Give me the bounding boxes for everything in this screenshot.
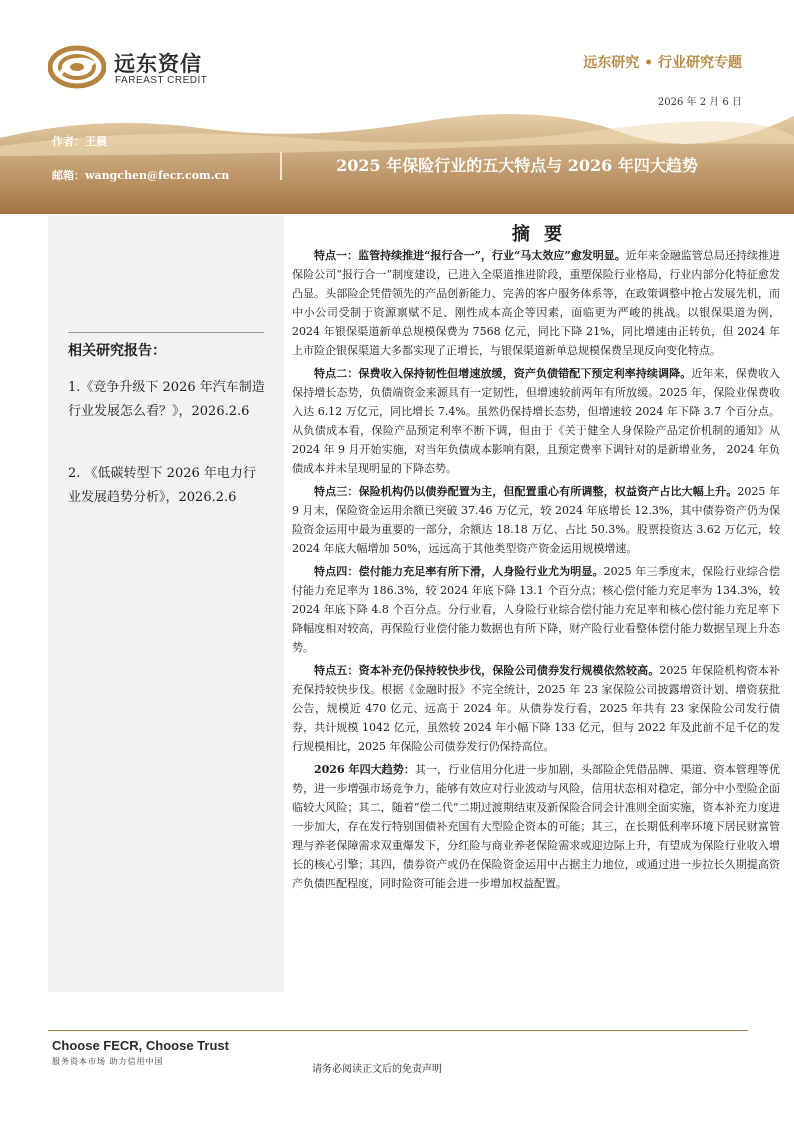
summary-paragraph bbox=[292, 364, 780, 478]
related-report-item[interactable]: 2. 《低碳转型下 2026 年电力行业发展趋势分析》，2026.2.6 bbox=[68, 466, 256, 505]
author-name: 作者：王晨 bbox=[52, 135, 107, 148]
related-report-item[interactable]: 1.《竞争升级下 2026 年汽车制造行业发展怎么看？》，2026.2.6 bbox=[68, 380, 265, 419]
footer-brand-slogan: Choose FECR, Choose Trust bbox=[52, 1038, 229, 1053]
report-series: 远东研究 • 行业研究专题 bbox=[583, 55, 742, 71]
paragraph-lead: 特点二：保费收入保持韧性但增速放缓，资产负债错配下预定利率持续调降。 bbox=[314, 367, 692, 380]
paragraph-text: 2025 年保险机构资本补充保持较快步伐。根据《金融时报》不完全统计，2025 年 23 家保险公司披露增资计划、增资获批公告，规模近 470 亿元、远高于 2024 年。从债券发行看，2025 年共有 23 家保险公司发行债券，共计规模 1042 亿元，虽然较 2024 年小幅下降 133 亿元，但与 2022 年及此前不足千亿的发行规模相比，2025 年保险公司债券发行仍保持高位。 bbox=[292, 664, 780, 753]
logo-english-name: FAREAST CREDIT bbox=[115, 75, 208, 86]
paragraph-text: 2025 年三季度末，保险行业综合偿付能力充足率为 186.3%，较 2024 年底下降 13.1 个百分点；核心偿付能力充足率为 134.3%，较 2024 年底下降 4.8 个百分点。分行业看，人身险行业综合偿付能力充足率和核心偿付能力充足率下降幅度相对较高，再保险行业偿付能力数据也有所下降，财产险行业看整体偿付能力数据呈现上升态势。 bbox=[292, 565, 780, 654]
paragraph-lead: 特点五：资本补充仍保持较快步伐，保险公司债券发行规模依然较高。 bbox=[314, 664, 660, 677]
paragraph-text: 近年来，保费收入保持增长态势，负债端资金来源具有一定韧性，但增速较前两年有所放缓。2025 年，保险业保费收入达 6.12 万亿元，同比增长 7.4%。虽然仍保持增长态势，但增速较 2024 年下降 3.7 个百分点。从负债成本看，保险产品预定利率不断下调，但由于《关于健全人身保险产品定价机制的通知》从 2024 年 9 月开始实施，对当年负债成本影响有限，且预定费率下调针对的是新增业务， 2024 年负债成本并未呈现明显的下降态势。 bbox=[292, 367, 781, 475]
summary-paragraph bbox=[292, 661, 780, 756]
summary-paragraph bbox=[292, 562, 780, 657]
company-logo bbox=[48, 44, 208, 92]
footer-divider bbox=[48, 1030, 748, 1031]
logo-chinese-name: 远东资信 bbox=[114, 52, 202, 76]
paragraph-text: 其一，行业信用分化进一步加剧，头部险企凭借品牌、渠道、资本管理等优势，进一步增强市场竞争力，能够有效应对行业波动与风险，信用状态相对稳定，部分中小型险企面临较大风险；其二，随着“偿二代”二期过渡期结束及新保险合同会计准则全面实施，资本补充力度进一步加大，存在发行特别国债补充国有大型险企资本的可能；其三，在长期低利率环境下居民财富管理与养老保障需求双重爆发下，分红险与商业养老保险需求或迎边际上升，有望成为保险行业收入增长的核心引擎；其四，债券资产或仍在保险资金运用中占据主力地位，或通过进一步拉长久期提高资产负债匹配程度，同时险资可能会进一步增加权益配置。 bbox=[292, 763, 780, 890]
author-email[interactable]: 邮箱：wangchen@fecr.com.cn bbox=[52, 169, 230, 182]
summary-paragraph bbox=[292, 482, 780, 558]
summary-body bbox=[292, 246, 780, 897]
paragraph-text: 近年来金融监管总局还持续推进保险公司“报行合一”制度建设，已进入全渠道推进阶段，重塑保险行业格局，行业内部分化特征愈发凸显。头部险企凭借领先的产品创新能力、完善的客户服务体系等，在政策调整中抢占发展先机，而中小公司受制于资源禀赋不足、刚性成本高企等因素，面临更为严峻的挑战。以银保渠道为例，2024 年银保渠道新单总规模保费为 7568 亿元，同比下降 21%，同比增速由正转负，但 2024 年上市险企银保渠道大多都实现了正增长，与银保渠道新单总规模保费呈现反向变化特点。 bbox=[292, 249, 781, 357]
paragraph-lead: 2026 年四大趋势： bbox=[314, 763, 415, 776]
sidebar-title: 相关研究报告： bbox=[68, 343, 166, 359]
paragraph-lead: 特点三：保险机构仍以债券配置为主，但配置重心有所调整，权益资产占比大幅上升。 bbox=[314, 485, 738, 498]
logo-emblem-icon bbox=[48, 44, 106, 90]
disclaimer-note: 请务必阅读正文后的免责声明 bbox=[312, 1064, 442, 1075]
summary-heading: 摘 要 bbox=[511, 224, 567, 245]
footer-sub-slogan: 服务资本市场 助力信用中国 bbox=[52, 1057, 164, 1066]
paragraph-lead: 特点四：偿付能力充足率有所下滑，人身险行业尤为明显。 bbox=[314, 565, 604, 578]
report-title: 2025 年保险行业的五大特点与 2026 年四大趋势 bbox=[336, 156, 698, 175]
related-reports-sidebar bbox=[48, 216, 284, 992]
summary-paragraph bbox=[292, 246, 780, 360]
summary-paragraph bbox=[292, 760, 780, 893]
report-date: 2026 年 2 月 6 日 bbox=[657, 97, 742, 108]
paragraph-lead: 特点一：监管持续推进“报行合一”，行业“马太效应”愈发明显。 bbox=[314, 249, 626, 262]
paragraph-text: 2025 年 9 月末，保险资金运用余额已突破 37.46 万亿元，较 2024 年底增长 12.3%，其中债券资产仍为保险资金运用中最为重要的一部分，余额达 18.18 万亿、占比 50.3%。股票投资达 3.62 万亿元，较 2024 年底大幅增加 50%，远远高于其他类型资产资金运用规模增速。 bbox=[292, 485, 780, 555]
sidebar-divider bbox=[68, 332, 264, 333]
